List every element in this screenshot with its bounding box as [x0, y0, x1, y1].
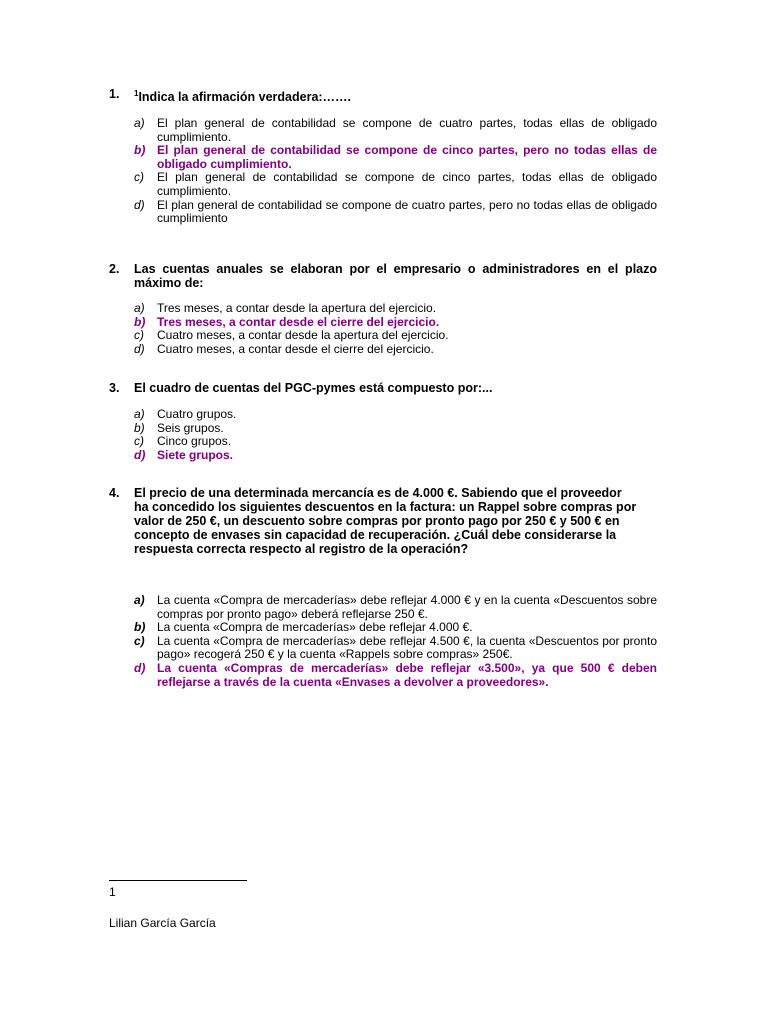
option-text: La cuenta «Compra de mercaderías» debe reflejar 4.500 €, la cuenta «Descuentos por pronto pago» recogerá 250 € y la cuenta «Rappels sobre compras» 250€. [157, 633, 657, 662]
option-b [134, 422, 657, 436]
option-a [134, 408, 657, 422]
question-number: 3. [109, 381, 120, 395]
option-text: El plan general de contabilidad se compone de cinco partes, pero no todas ellas de obligado cumplimiento. [157, 143, 657, 171]
option-letter: a) [134, 407, 145, 421]
option-text: Tres meses, a contar desde la apertura del ejercicio. [157, 301, 437, 315]
option-d-correct [134, 449, 657, 463]
question-number: 2. [109, 262, 120, 276]
option-c [134, 329, 657, 343]
question-2 [109, 262, 657, 356]
option-text: El plan general de contabilidad se compone de cuatro partes, todas ellas de obligado cumplimiento. [157, 116, 657, 144]
options-list [134, 408, 657, 462]
option-letter: d) [134, 197, 145, 212]
option-text: Siete grupos. [157, 447, 234, 462]
question-text: Las cuentas anuales se elaboran por el empresario o administradores en el plazo máximo de: [134, 262, 657, 290]
options-list [134, 594, 657, 689]
footnote-number: 1 [109, 885, 116, 899]
option-text: Cuatro meses, a contar desde la apertura del ejercicio. [157, 328, 449, 343]
option-text: El plan general de contabilidad se compone de cuatro partes, pero no todas ellas de obligado cumplimiento [157, 197, 657, 226]
option-letter: c) [134, 434, 144, 449]
option-letter: d) [134, 341, 145, 356]
option-text: La cuenta «Compra de mercaderías» debe reflejar 4.000 €. [157, 620, 473, 635]
option-text: Seis grupos. [157, 420, 224, 435]
option-d [134, 343, 657, 357]
option-c [134, 435, 657, 449]
question-number: 4. [109, 486, 120, 500]
question-number: 1. [109, 87, 120, 101]
options-list [134, 117, 657, 226]
option-b-correct [134, 144, 657, 171]
option-letter: b) [134, 620, 146, 635]
option-text: Cinco grupos. [157, 434, 232, 449]
footnote-reference: 1 [134, 89, 139, 98]
question-3 [109, 381, 657, 462]
option-b-correct [134, 316, 657, 330]
question-4 [109, 486, 657, 689]
option-d-correct [134, 662, 657, 689]
option-a [134, 594, 657, 621]
option-letter: a) [134, 301, 145, 315]
option-text: Cuatro meses, a contar desde el cierre del ejercicio. [157, 341, 434, 356]
question-1 [109, 87, 657, 226]
option-c [134, 171, 657, 198]
option-d [134, 199, 657, 226]
option-a [134, 117, 657, 144]
option-letter: b) [134, 420, 145, 435]
option-c [134, 635, 657, 662]
option-letter: d) [134, 660, 146, 675]
option-letter: b) [134, 143, 146, 158]
options-list [134, 302, 657, 356]
option-text: La cuenta «Compra de mercaderías» debe reflejar 4.000 € y en la cuenta «Descuentos sobre compras por pronto pago» deberá reflejarse 250 €. [157, 593, 657, 621]
option-letter: c) [134, 328, 144, 343]
option-text: La cuenta «Compras de mercaderías» debe reflejar «3.500», ya que 500 € deben reflejarse a través de la cuenta «Envases a devolver a proveedores». [157, 660, 657, 689]
footnote-divider [109, 880, 247, 881]
question-text: $^1$Indica la afirmación verdadera:……. [134, 89, 352, 104]
option-letter: c) [134, 633, 145, 648]
author-name: Lilian García García [109, 916, 216, 930]
option-b [134, 621, 657, 635]
option-letter: a) [134, 116, 145, 130]
option-letter: a) [134, 593, 145, 607]
question-text: El cuadro de cuentas del PGC-pymes está compuesto por:... [134, 381, 493, 395]
option-letter: b) [134, 314, 146, 329]
option-letter: c) [134, 170, 144, 185]
option-text: El plan general de contabilidad se compone de cinco partes, todas ellas de obligado cumplimiento. [157, 170, 657, 198]
question-text: El precio de una determinada mercancía es de 4.000 €. Sabiendo que el proveedor ha concedido los siguientes descuentos en la factura: un Rappel sobre compras por valor de 250 €, un descuento sobre compras por pronto pago por 250 € y 500 € en concepto de envases sin capacidad de recuperación. ¿Cuál debe considerarse la respuesta correcta respecto al registro de la operación? [134, 486, 637, 556]
option-a [134, 302, 657, 316]
option-text: Tres meses, a contar desde el cierre del ejercicio. [157, 314, 440, 329]
option-letter: d) [134, 447, 146, 462]
option-text: Cuatro grupos. [157, 407, 237, 421]
